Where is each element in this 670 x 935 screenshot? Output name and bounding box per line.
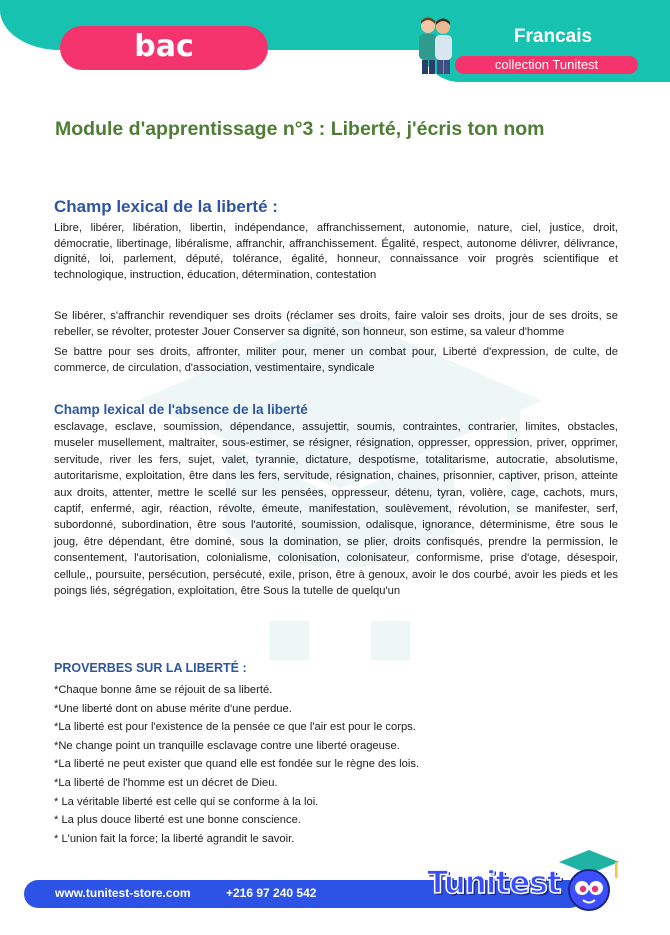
proverbe-item: *La liberté est pour l'existence de la pensée ce que l'air est pour le corps. (54, 721, 416, 734)
mascot-graduation-icon (553, 848, 625, 918)
proverbe-item: *Chaque bonne âme se réjouit de sa liberté. (54, 684, 273, 696)
subject-title: Francais (513, 26, 593, 47)
students-illustration-icon (410, 14, 460, 74)
proverbe-item: *La liberté de l'homme est un décret de Dieu. (54, 776, 278, 789)
proverbe-item: * La plus douce liberté est une bonne conscience. (54, 814, 301, 827)
proverbes-heading: PROVERBES SUR LA LIBERTÉ : (54, 661, 247, 675)
proverbe-item: * L'union fait la force; la liberté agrandit le savoir. (54, 832, 295, 845)
liberte-combat: Se battre pour ses droits, affronter, militer pour, mener un combat pour, Liberté d'expression, de culte, de commerce, de circulation, d'association, vestimentaire, syndicale (54, 346, 618, 374)
footer-website-link[interactable]: www.tunitest-store.com (55, 886, 191, 900)
proverbe-item: *La liberté ne peut exister que quand elle est fondée sur le règne des lois. (54, 758, 420, 771)
liberte-verbs: Se libérer, s'affranchir revendiquer ses droits (réclamer ses droits, faire valoir ses droits, jour de ses droits, se rebeller, se révolter, protester Jouer Conserver sa dignité, son honneur, son estime, sa valeur d'homme (54, 310, 618, 338)
proverbe-item: *Ne change point un tranquille esclavage contre une liberté orageuse. (54, 739, 400, 752)
level-badge: bac (60, 26, 268, 70)
module-title: Module d'apprentissage n°3 : Liberté, j'écris ton nom (55, 118, 545, 140)
liberte-heading: Champ lexical de la liberté : (54, 197, 278, 216)
proverbes-list (54, 681, 419, 848)
liberte-vocabulary: Libre, libérer, libération, libertin, indépendance, affranchissement, autonomie, nature, ciel, justice, droit, démocratie, libertinage, libéralisme, affranchir, affranchissement. Égalité, respect, autonome délivrer, délivrance, dignité, loi, parlement, député, tolérance, égalité, honneur, connaissance voir progrès scientifique et technologique, instruction, éducation, détermination, contestation (54, 222, 618, 281)
absence-vocabulary: esclavage, esclave, soumission, dépendance, assujettir, soumis, contraintes, contrarier, limites, obstacles, museler musellement, maltraiter, sous-estimer, se résigner, résignation, oppresser, oppression, priver, opprimer, servitude, river les fers, sujet, valet, tyrannie, dictature, despotisme, totalitarisme, autocratie, absolutisme, autoritarisme, exploitation, être dans les fers, servitude, résignation, chaines, prisonnier, captiver, prison, atteinte aux droits, attenter, mettre le scellé sur les pensées, oppresseur, détenu, tyran, volière, cage, cachots, murs, captif, enfermé, agir, réaction, révolte, émeute, manifestation, soulèvement, révolution, se manifester, serf, subordonné, subordination, être sous l'autorité, soumission, odalisque, ignorance, déterminisme, être sous le joug, être dépendant, être dominé, sous la domination, se plier, droits confisqués, prendre la permission, le consentement, l'autorisation, colonialisme, colonisation, colonisateur, conformisme, prise d'otage, désespoir, cellule,, poursuite, persécution, persécuté, exile, prison, être à genoux, avoir le dos courbé, avoir les pieds et les poings liés, ségrégation, exploitation, être Sous la tutelle de quelqu'un (54, 421, 618, 598)
brand-logo: Tunitest (427, 865, 561, 901)
proverbe-item: *Une liberté dont on abuse mérite d'une perdue. (54, 702, 292, 715)
footer-phone: +216 97 240 542 (226, 886, 317, 900)
absence-heading: Champ lexical de l'absence de la liberté (54, 402, 308, 417)
collection-badge: collection Tunitest (455, 56, 638, 74)
proverbe-item: * La véritable liberté est celle qui se conforme à la loi. (54, 795, 319, 808)
